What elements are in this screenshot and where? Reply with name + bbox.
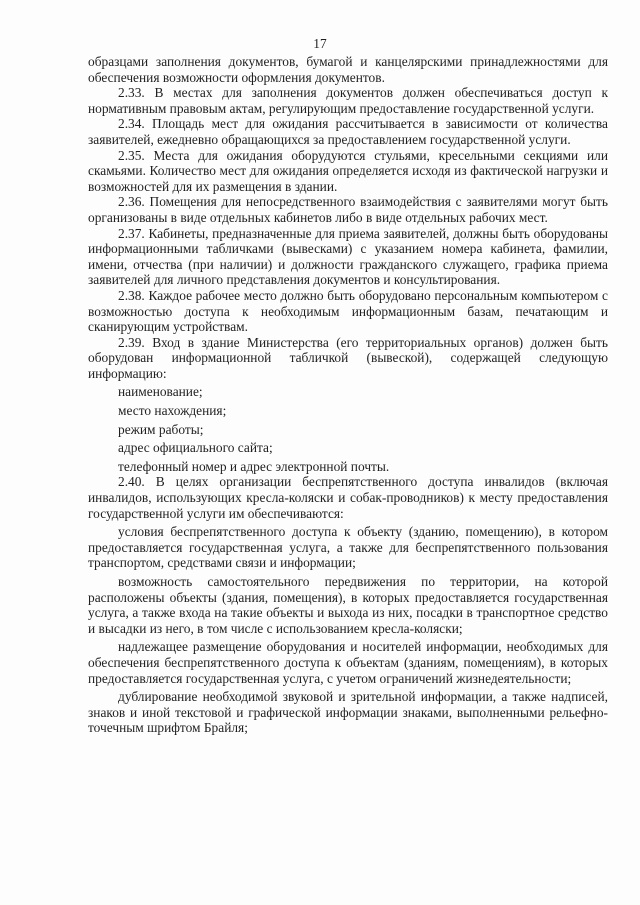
accessibility-item-braille: дублирование необходимой звуковой и зрительной информации, а также надписей, знаков и иной текстовой и графической информации знаками, выполненными рельефно-точечным шрифтом Брайля; xyxy=(88,689,608,736)
info-item-location: место нахождения; xyxy=(118,403,227,419)
page-number: 17 xyxy=(313,36,327,51)
info-item-website: адрес официального сайта; xyxy=(118,440,273,456)
accessibility-item-movement: возможность самостоятельного передвижения по территории, на которой расположены объекты (здания, помещения), в которых предоставляется государственная услуга, а также входа на такие объекты и выхода из них, посадки в транспортное средство и высадки из него, в том числе с использованием кресла-коляски; xyxy=(88,574,608,636)
accessibility-item-equipment: надлежащее размещение оборудования и носителей информации, необходимых для обеспечения беспрепятственного доступа к объектам (зданиям, помещениям), в которых предоставляется государственная услуга, с учетом ограничений жизнедеятельности; xyxy=(88,639,608,686)
paragraph-2-37: 2.37. Кабинеты, предназначенные для приема заявителей, должны быть оборудованы информационными табличками (вывесками) с указанием номера кабинета, фамилии, имени, отчества (при наличии) и должности гражданского служащего, графика приема заявителей для личного представления документов и консультирования. xyxy=(88,225,608,288)
paragraph-2-39: 2.39. Вход в здание Министерства (его территориальных органов) должен быть оборудован информационной табличкой (вывеской), содержащей следующую информацию: xyxy=(88,334,608,381)
accessibility-item-conditions: условия беспрепятственного доступа к объекту (зданию, помещению), в котором предоставляется государственная услуга, а также для беспрепятственного пользования транспортом, средствами связи и информации; xyxy=(88,524,608,571)
paragraph-2-38: 2.38. Каждое рабочее место должно быть оборудовано персональным компьютером с возможностью доступа к необходимым информационным базам, печатающим и сканирующим устройствам. xyxy=(88,287,608,335)
paragraph-2-34: 2.34. Площадь мест для ожидания рассчитывается в зависимости от количества заявителей, ежедневно обращающихся за предоставлением государственной услуги. xyxy=(88,116,608,147)
paragraph-2-35: 2.35. Места для ожидания оборудуются стульями, кресельными секциями или скамьями. Количество мест для ожидания определяется исходя из фактической нагрузки и возможностей для их размещения в здании. xyxy=(88,147,608,194)
paragraph-2-36: 2.36. Помещения для непосредственного взаимодействия с заявителями могут быть организованы в виде отдельных кабинетов либо в виде отдельных рабочих мест. xyxy=(88,194,608,225)
document-body xyxy=(88,54,608,736)
paragraph-continuation: образцами заполнения документов, бумагой и канцелярскими принадлежностями для обеспечения возможности оформления документов. xyxy=(88,54,608,85)
info-item-name: наименование; xyxy=(118,384,203,400)
info-item-contacts: телефонный номер и адрес электронной почты. xyxy=(118,458,390,474)
paragraph-2-33: 2.33. В местах для заполнения документов должен обеспечиваться доступ к нормативным правовым актам, регулирующим предоставление государственной услуги. xyxy=(88,85,608,116)
paragraph-2-40: 2.40. В целях организации беспрепятственного доступа инвалидов (включая инвалидов, использующих кресла-коляски и собак-проводников) к месту предоставления государственной услуги им обеспечиваются: xyxy=(88,474,608,521)
info-item-schedule: режим работы; xyxy=(118,421,204,437)
